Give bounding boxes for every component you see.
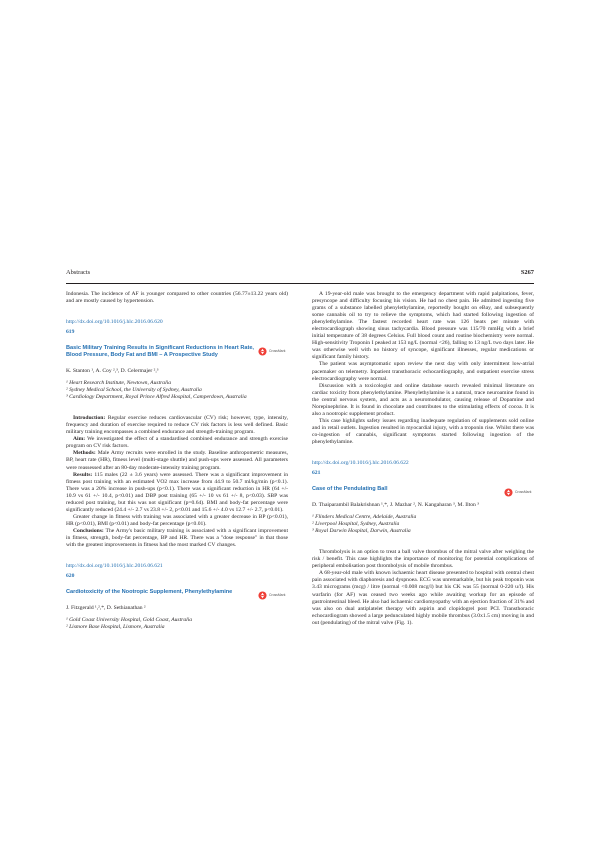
body-paragraph: A 68-year-old male with known ischaemic heart disease presented to hospital with central chest pain associated with diaphoresis and dyspnoea. ECG was unremarkable, but his peak troponin was 3.43 micrograms (mcg) / litre (normal <0.008 mcg/l) but his CK was 55 (normal 0-220 u/l). His warfarin (for AF) was ceased two weeks ago while awaiting workup for an episode of gastrointestinal bleed. He also had ischaemic cardiomyopathy with an ejection fraction of 31% and was also on dual antiplatelet therapy with aspirin and clopidogrel post PCI. Transthoracic echocardiogram showed a large pedunculated highly mobile thrombus (3.0x1.5 cm) moving in and out (pendulating) of the mitral valve (Fig. 1). <box>312 570 534 626</box>
conclusions-paragraph <box>66 528 288 549</box>
doi-link[interactable]: http://dx.doi.org/10.1016/j.hlc.2016.06.621 <box>66 563 163 570</box>
section-title: Abstracts <box>66 269 91 276</box>
abstract-number: 620 <box>66 573 75 580</box>
doi-link[interactable]: http://dx.doi.org/10.1016/j.hlc.2016.06.620 <box>66 319 163 326</box>
affiliation: ² Liverpool Hospital, Sydney, Australia <box>312 521 400 528</box>
author-list: K. Stanton ¹, A. Coy ²,³, D. Celermajer ²,³ <box>66 368 159 374</box>
continued-text: Indonesia. The incidence of AF is younger compared to other countries (56.77±13.22 years old) and are mostly caused by hypertension. <box>66 291 288 305</box>
abstract-number: 621 <box>312 470 321 477</box>
crossmark-badge[interactable] <box>258 346 288 356</box>
affiliation: ² Lismore Base Hospital, Lismore, Australia <box>66 624 165 631</box>
affiliation: ¹ Flinders Medical Centre, Adelaide, Australia <box>312 514 417 521</box>
crossmark-icon <box>504 488 513 497</box>
header-rule <box>66 283 534 284</box>
aim-label: Aim: <box>73 436 86 443</box>
abstract-title: Basic Military Training Results in Significant Reductions in Heart Rate, Blood Pressure, Body Fat and BMI – A Prospective Study <box>66 345 254 359</box>
abstract-title: Cardiotoxicity of the Nootropic Supplement, Phenylethylamine <box>66 589 233 596</box>
author-list: D. Thaiparambil Balakrishnan ¹,*, J. Mazhar ², N. Kangaharan ³, M. Ilton ³ <box>312 502 479 509</box>
abstract-number: 619 <box>66 329 75 336</box>
body-paragraph: Thrombolysis is an option to treat a ball valve thrombus of the mitral valve after weighing the risk / benefit. This case highlights the importance of monitoring for potential complications of peripheral embolisation post thrombolysis of mobile thrombus. <box>312 549 534 570</box>
conclusions-text: The Army's basic military training is associated with a significant improvement in fitness, strength, body-fat percentage, BP and HR. There was a "dose response" in that those with the greatest improvements in fitness had the most marked CV changes. <box>66 527 288 549</box>
crossmark-icon <box>258 591 267 600</box>
doi-link[interactable]: http://dx.doi.org/10.1016/j.hlc.2016.06.622 <box>312 460 409 467</box>
left-column <box>66 291 288 631</box>
crossmark-badge[interactable] <box>258 590 288 600</box>
results-label: Results: <box>73 471 93 478</box>
introduction-text: Regular exercise reduces cardiovascular (CV) risk; however, type, intensity, frequency and duration of exercise required to reduce CV risk factors is less well defined. Basic military training encompasses a combined endurance and strength-training program. <box>66 415 288 436</box>
aim-paragraph <box>66 436 288 450</box>
body-paragraph: The patient was asymptomatic upon review the next day with only intermittent low-atrial pacemaker on telemetry. Inpatient transthoracic echocardiography, and outpatient exercise stress electrocardiography were normal. <box>312 361 534 382</box>
body-paragraph: A 19-year-old male was brought to the emergency department with rapid palpitations, fever, presyncope and difficulty focusing his vision. He had no chest pain. He admitted ingesting five grams of a substance labelled phenylethylamine, reportedly bought on eBay, and subsequently some cannabis oil to try to relieve the symptoms, which had started following ingestion of phenylethylamine. The fastest recorded heart rate was 126 beats per minute with electrocardiograph showing sinus tachycardia. Blood pressure was 115/70 mmHg with a brief initial temperature of 38 degrees Celsius. Full blood count and routine biochemistry were normal. High-sensitivity Troponin I peaked at 153 ng/L (normal <26), falling to 13 ng/L two days later. He was otherwise well with no history of syncope, significant illnesses, regular medications or significant family history. <box>312 291 534 361</box>
abstract-title: Case of the Pendulating Ball <box>312 486 388 493</box>
affiliation: ³ Royal Darwin Hospital, Darwin, Australia <box>312 528 411 535</box>
abstract-header <box>66 589 288 596</box>
crossmark-badge[interactable] <box>504 487 534 497</box>
introduction-label: Introduction: <box>73 415 106 422</box>
right-column <box>312 291 534 627</box>
page-number: S267 <box>520 269 534 276</box>
methods-paragraph <box>66 450 288 471</box>
affiliation: ¹ Gold Coast University Hospital, Gold Coast, Australia <box>66 617 193 624</box>
methods-text: Male Army recruits were enrolled in the study. Baseline anthropometric measures, BP, heart rate (HR), fitness level (multi-stage shuttle) and push-ups were assessed. All parameters were reassessed after an 80-day moderate-intensity training program. <box>66 450 288 471</box>
crossmark-icon <box>258 347 267 356</box>
conclusions-label: Conclusions: <box>73 527 104 534</box>
running-head <box>66 267 534 279</box>
crossmark-label: CrossMark <box>269 592 286 597</box>
affiliations <box>66 380 288 401</box>
abstract-header <box>312 486 534 493</box>
affiliation: ² Sydney Medical School, the University of Sydney, Australia <box>66 387 202 394</box>
crossmark-label: CrossMark <box>515 489 532 494</box>
methods-label: Methods: <box>73 450 96 457</box>
body-paragraph: This case highlights safety issues regarding inadequate regulation of supplements sold online and in retail outlets. Ingestion resulted in myocardial injury, with a troponin rise. Whilst there was co-ingestion of cannabis, significant symptoms started following ingestion of the phenylethylamine. <box>312 417 534 445</box>
affiliations <box>66 617 288 631</box>
affiliations <box>312 514 534 535</box>
author-list: J. Fitzgerald ¹,²,*, D. Sethianathan ² <box>66 605 146 612</box>
introduction-paragraph <box>66 415 288 436</box>
affiliation: ¹ Heart Research Institute, Newtown, Australia <box>66 380 171 387</box>
body-paragraph: Discussion with a toxicologist and online database search revealed minimal literature on cardiac toxicity from phenylethylamine. Phenylethylamine is a natural, trace neuroamine found in the central nervous system, and acts as a neuromodulator, causing release of Dopamine and Norepinephrine. It is found in chocolate and contributes to the stimulating effects of cocoa. It is also a nootropic supplement product. <box>312 382 534 417</box>
crossmark-label: CrossMark <box>269 348 286 353</box>
results-paragraph <box>66 472 288 514</box>
results-text: 115 males (22 ± 3.6 years) were assessed. There was a significant improvement in fitness post training with an estimated VO2 max increase from 44.9 to 50.7 ml/kg/min (p<0.1). There was a 20% increase in push-ups (p<0.1). There was a significant reduction in HR (64 +/- 10.9 vs 61 +/- 10.4, p<0.01) and DBP post training (65 +/- 10 vs 61 +/- 8, p<0.03). SBP was reduced post training, but this was not significant (p=0.64). BMI and body-fat percentage were significantly reduced (24.4 +/- 2.7 vs 23.8 +/- 2, p<0.01 and 15.6 +/- 4.0 vs 12.7 +/- 2.7, p<0.01). <box>66 471 288 513</box>
aim-text: We investigated the effect of a standardised combined endurance and strength exercise program on CV risk factors. <box>66 436 288 450</box>
abstract-header <box>66 345 288 359</box>
results-paragraph-2: Greater change in fitness with training was associated with a greater decrease in BP (p<0.01), HR (p<0.01), BMI (p<0.01) and body-fat percentage (p<0.01). <box>66 513 288 527</box>
affiliation: ³ Cardiology Department, Royal Prince Alfred Hospital, Camperdown, Australia <box>66 394 247 401</box>
